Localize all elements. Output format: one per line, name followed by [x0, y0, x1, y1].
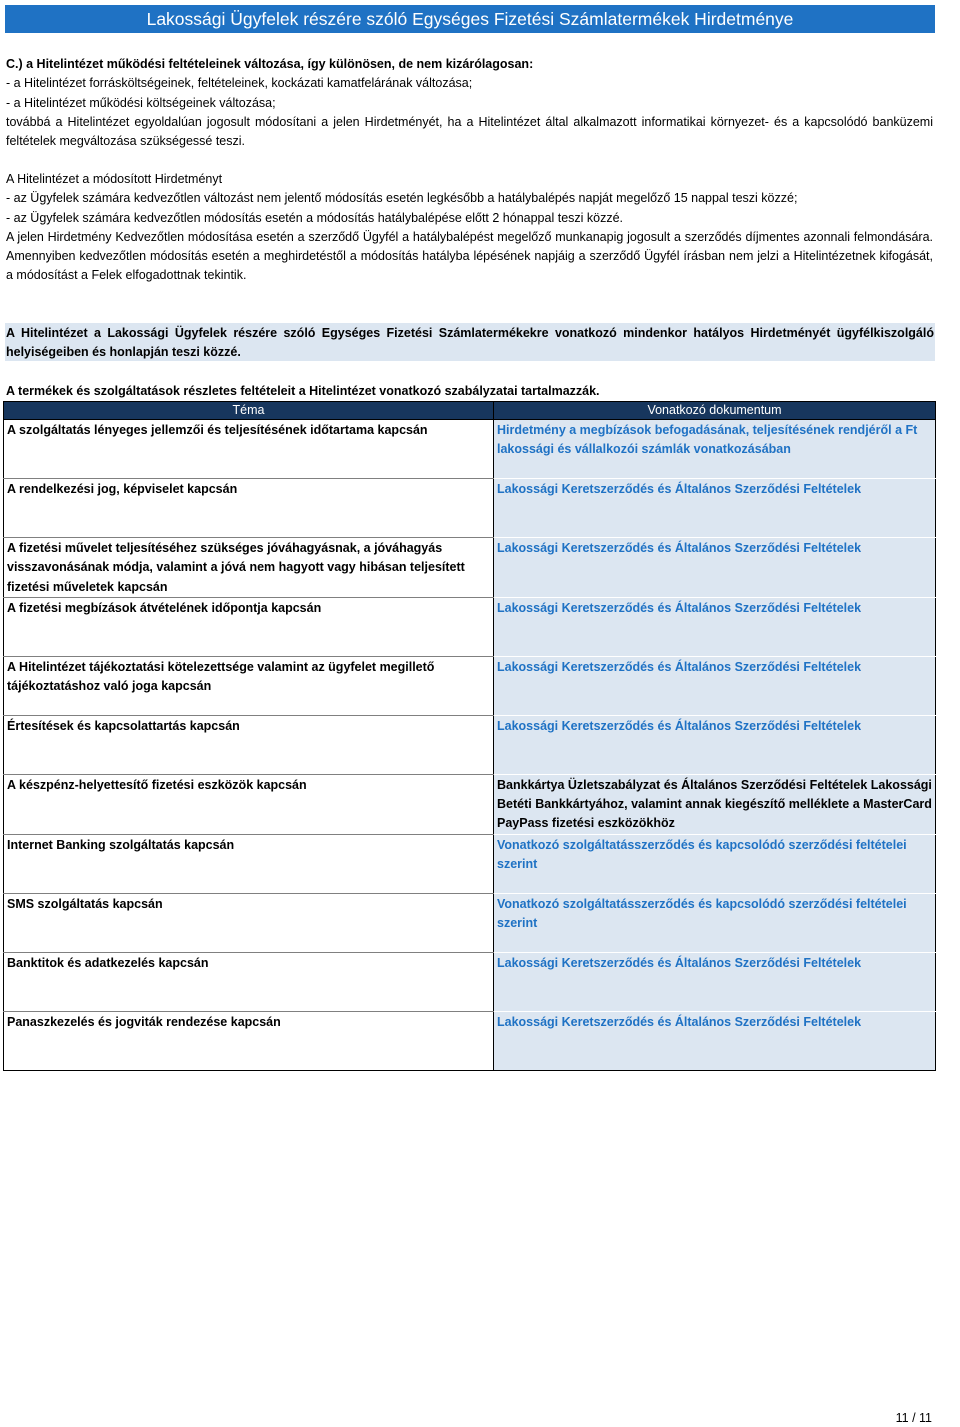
table-row — [4, 774, 936, 834]
modification-section — [6, 170, 933, 286]
topic-cell: A készpénz-helyettesítő fizetési eszközök kapcsán — [4, 774, 494, 834]
list-item: - a Hitelintézet forrásköltségeinek, feltételeinek, kockázati kamatfelárának változása; — [6, 76, 473, 91]
document-cell: Lakossági Keretszerződés és Általános Szerződési Feltételek — [494, 656, 936, 715]
document-cell: Vonatkozó szolgáltatásszerződés és kapcsolódó szerződési feltételei szerint — [494, 893, 936, 952]
page-number: 11 / 11 — [895, 1411, 932, 1425]
page-title: Lakossági Ügyfelek részére szóló Egységes Fizetési Számlatermékek Hirdetménye — [5, 5, 935, 33]
topic-cell: A fizetési művelet teljesítéséhez szükséges jóváhagyásnak, a jóváhagyás visszavonásának módja, valamint a jóvá nem hagyott vagy hibásan teljesített fizetési műveletek kapcsán — [4, 538, 494, 598]
document-cell: Lakossági Keretszerződés és Általános Szerződési Feltételek — [494, 1011, 936, 1070]
table-row — [4, 420, 936, 479]
document-cell: Lakossági Keretszerződés és Általános Szerződési Feltételek — [494, 715, 936, 774]
table-row — [4, 597, 936, 656]
topic-cell: Értesítések és kapcsolattartás kapcsán — [4, 715, 494, 774]
list-item: - a Hitelintézet működési költségeinek változása; — [6, 95, 276, 110]
document-cell: Vonatkozó szolgáltatásszerződés és kapcsolódó szerződési feltételei szerint — [494, 834, 936, 893]
list-item: - az Ügyfelek számára kedvezőtlen változást nem jelentő módosítás esetén legkésőbb a hatálybalépés napját megelőző 15 nappal teszi közzé; — [6, 191, 798, 206]
topic-cell: SMS szolgáltatás kapcsán — [4, 893, 494, 952]
table-header-row — [4, 402, 936, 420]
table-intro: A termékek és szolgáltatások részletes feltételeit a Hitelintézet vonatkozó szabályzatai tartalmazzák. — [6, 384, 600, 398]
table-row — [4, 538, 936, 598]
topic-cell: A Hitelintézet tájékoztatási kötelezettsége valamint az ügyfelet megillető tájékoztatáshoz való joga kapcsán — [4, 656, 494, 715]
topic-cell: A fizetési megbízások átvételének időpontja kapcsán — [4, 597, 494, 656]
topic-cell: Banktitok és adatkezelés kapcsán — [4, 952, 494, 1011]
table-row — [4, 715, 936, 774]
table-row — [4, 479, 936, 538]
section-c-heading: C.) a Hitelintézet működési feltételeinek változása, így különösen, de nem kizárólagosan: — [6, 57, 534, 71]
topic-cell: A szolgáltatás lényeges jellemzői és teljesítésének időtartama kapcsán — [4, 420, 494, 479]
publication-notice: A Hitelintézet a Lakossági Ügyfelek részére szóló Egységes Fizetési Számlatermékekre vonatkozó mindenkor hatályos Hirdetményét ügyfélkiszolgáló helyiségeiben és honlapján teszi közzé. — [5, 323, 935, 361]
document-cell: Lakossági Keretszerződés és Általános Szerződési Feltételek — [494, 597, 936, 656]
column-header-document: Vonatkozó dokumentum — [494, 402, 936, 420]
document-cell: Lakossági Keretszerződés és Általános Szerződési Feltételek — [494, 538, 936, 598]
modification-intro: A Hitelintézet a módosított Hirdetményt — [6, 172, 223, 186]
documents-table — [3, 401, 936, 1071]
table-row — [4, 834, 936, 893]
table-row — [4, 1011, 936, 1070]
table-row — [4, 656, 936, 715]
document-cell: Lakossági Keretszerződés és Általános Szerződési Feltételek — [494, 479, 936, 538]
document-cell: Bankkártya Üzletszabályzat és Általános Szerződési Feltételek Lakossági Betéti Bankkártyához, valamint annak kiegészítő melléklete a MasterCard PayPass fizetési eszközökhöz — [494, 774, 936, 834]
table-row — [4, 893, 936, 952]
section-c — [6, 55, 933, 151]
table-row — [4, 952, 936, 1011]
document-cell: Lakossági Keretszerződés és Általános Szerződési Feltételek — [494, 952, 936, 1011]
topic-cell: A rendelkezési jog, képviselet kapcsán — [4, 479, 494, 538]
topic-cell: Internet Banking szolgáltatás kapcsán — [4, 834, 494, 893]
modification-paragraph: A jelen Hirdetmény Kedvezőtlen módosítása esetén a szerződő Ügyfél a hatálybalépést megelőző munkanapig jogosult a szerződés díjmentes azonnali felmondására. Amennyiben kedvezőtlen módosítás esetén a meghirdetéstől a módosítás hatályba lépésének napjáig a szerződő Ügyfél írásban nem jelzi a Hitelintézetnek kifogását, a módosítást a Felek elfogadottnak tekintik. — [6, 229, 933, 283]
document-cell: Hirdetmény a megbízások befogadásának, teljesítésének rendjéről a Ft lakossági és vállalkozói számlák vonatkozásában — [494, 420, 936, 479]
section-c-paragraph: továbbá a Hitelintézet egyoldalúan jogosult módosítani a jelen Hirdetményét, ha a Hitelintézet által alkalmazott informatikai környezet- és a kapcsolódó banküzemi feltételek megváltozása szükségessé teszi. — [6, 114, 933, 149]
list-item: - az Ügyfelek számára kedvezőtlen módosítás esetén a módosítás hatálybalépése előtt 2 hónappal teszi közzé. — [6, 210, 624, 225]
topic-cell: Panaszkezelés és jogviták rendezése kapcsán — [4, 1011, 494, 1070]
column-header-topic: Téma — [4, 402, 494, 420]
